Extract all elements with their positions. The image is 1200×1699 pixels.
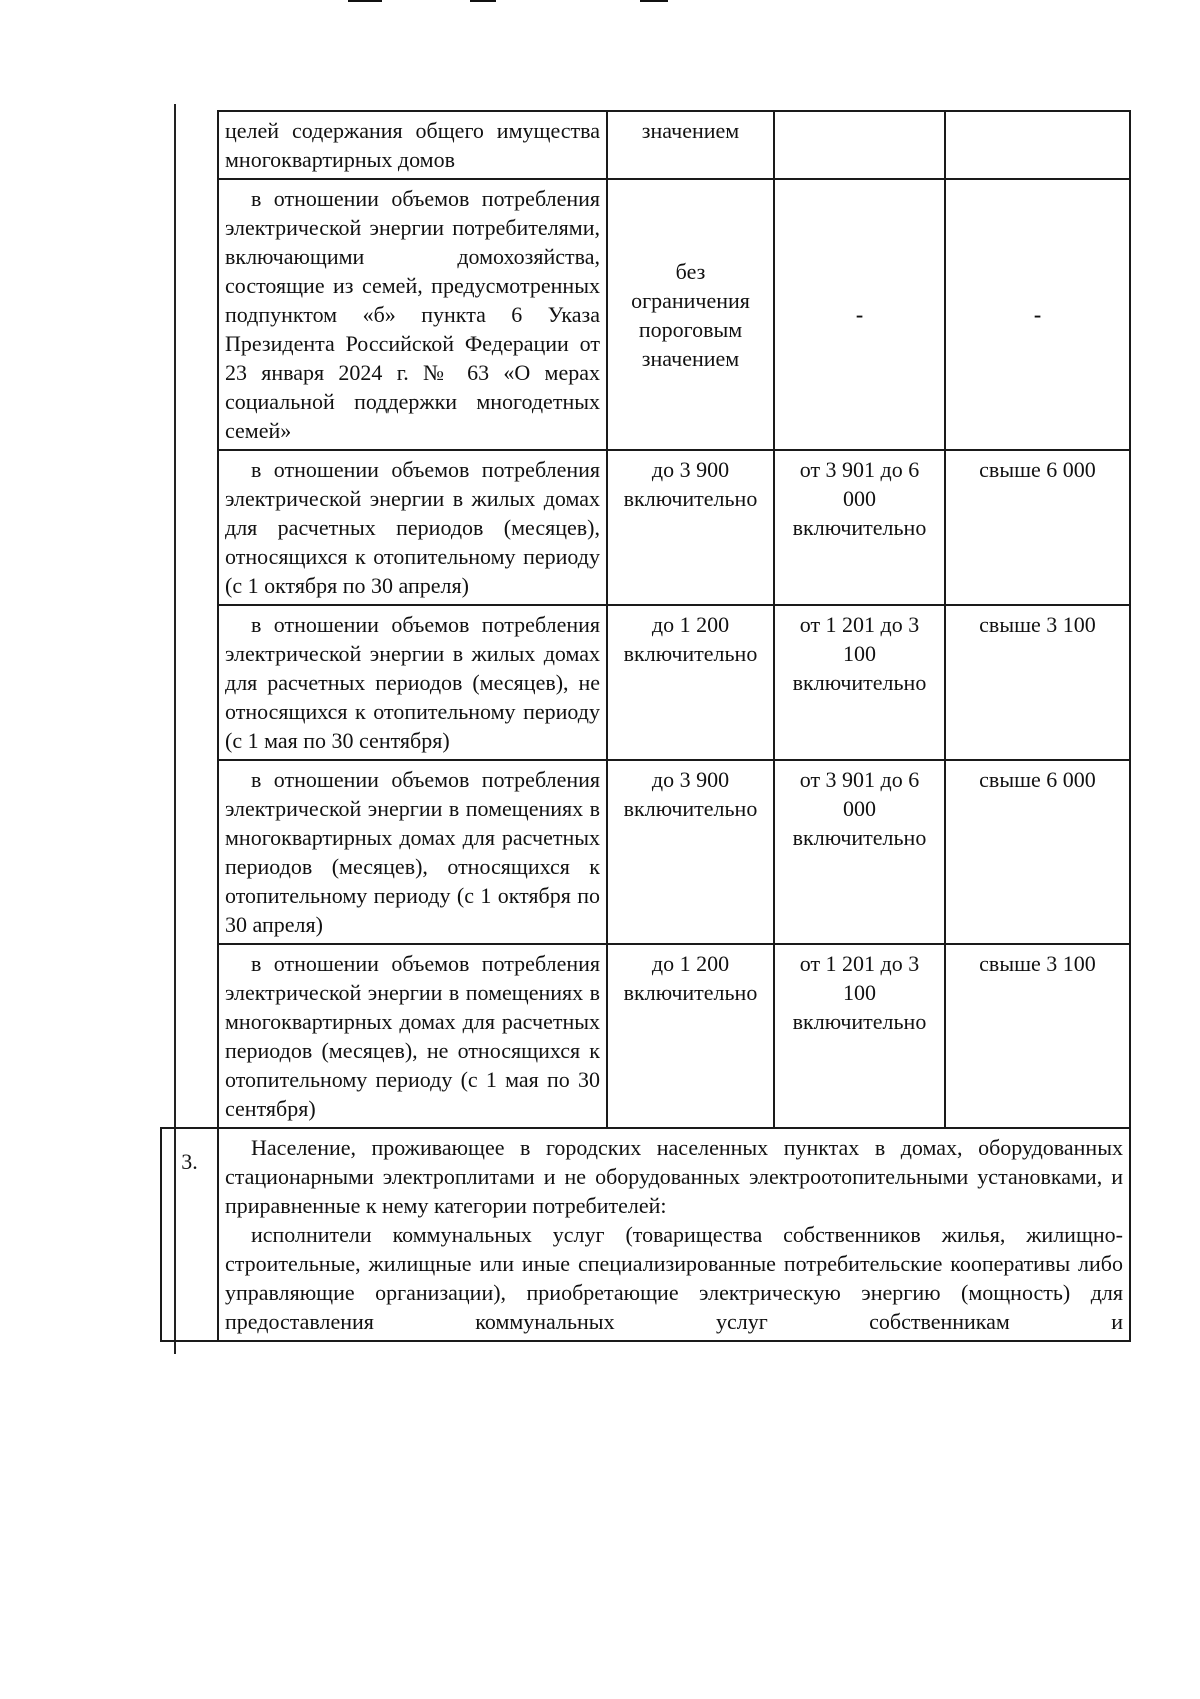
section-paragraph: исполнители коммунальных услуг (товарищества собственников жилья, жилищно-строительные, жилищные или иные специализированные потребительские кооперативы либо управляющие организации), приобретающие электрическую энергию (мощность) для предоставления коммунальных услуг собственникам и xyxy=(225,1222,1123,1334)
section-paragraph: Население, проживающее в городских населенных пунктах в домах, оборудованных стационарными электроплитами и не оборудованных электроотопительными установками, и приравненные к нему категории потребителей: xyxy=(225,1135,1123,1218)
table-row xyxy=(161,944,1130,1128)
threshold-2: от 3 901 до 6 000 включительно xyxy=(774,760,945,944)
threshold-3: - xyxy=(945,179,1130,450)
threshold-2: от 1 201 до 3 100 включительно xyxy=(774,605,945,760)
top-scan-artifact xyxy=(0,0,1200,14)
row-description: целей содержания общего имущества многоквартирных домов xyxy=(225,118,600,172)
table-row xyxy=(161,605,1130,760)
tariff-table xyxy=(160,110,1131,1342)
threshold-1: до 1 200 включительно xyxy=(607,944,774,1128)
section-row xyxy=(161,1128,1130,1341)
threshold-1: без ограничения пороговым значением xyxy=(607,179,774,450)
threshold-1: до 1 200 включительно xyxy=(607,605,774,760)
threshold-3: свыше 3 100 xyxy=(945,944,1130,1128)
row-description: в отношении объемов потребления электрической энергии в помещениях в многоквартирных домах для расчетных периодов (месяцев), не относящихся к отопительному периоду (с 1 мая по 30 сентября) xyxy=(225,951,600,1121)
threshold-3: свыше 6 000 xyxy=(945,450,1130,605)
threshold-1: значением xyxy=(607,111,774,179)
threshold-1: до 3 900 включительно xyxy=(607,760,774,944)
section-number: 3. xyxy=(161,1128,218,1341)
threshold-3 xyxy=(945,111,1130,179)
table-row xyxy=(161,179,1130,450)
table-row xyxy=(161,760,1130,944)
threshold-1: до 3 900 включительно xyxy=(607,450,774,605)
threshold-2: от 3 901 до 6 000 включительно xyxy=(774,450,945,605)
threshold-3: свыше 6 000 xyxy=(945,760,1130,944)
row-description: в отношении объемов потребления электрической энергии потребителями, включающими домохозяйства, состоящие из семей, предусмотренных подпунктом «б» пункта 6 Указа Президента Российской Федерации от 23 января 2024 г. № 63 «О мерах социальной поддержки многодетных семей» xyxy=(225,186,600,443)
row-description: в отношении объемов потребления электрической энергии в жилых домах для расчетных периодов (месяцев), относящихся к отопительному периоду (с 1 октября по 30 апреля) xyxy=(225,457,600,598)
threshold-2: - xyxy=(774,179,945,450)
row-description: в отношении объемов потребления электрической энергии в помещениях в многоквартирных домах для расчетных периодов (месяцев), относящихся к отопительному периоду (с 1 октября по 30 апреля) xyxy=(225,767,600,937)
threshold-2 xyxy=(774,111,945,179)
threshold-3: свыше 3 100 xyxy=(945,605,1130,760)
threshold-2: от 1 201 до 3 100 включительно xyxy=(774,944,945,1128)
table-row xyxy=(161,450,1130,605)
table-row xyxy=(161,111,1130,179)
row-description: в отношении объемов потребления электрической энергии в жилых домах для расчетных периодов (месяцев), не относящихся к отопительному периоду (с 1 мая по 30 сентября) xyxy=(225,612,600,753)
